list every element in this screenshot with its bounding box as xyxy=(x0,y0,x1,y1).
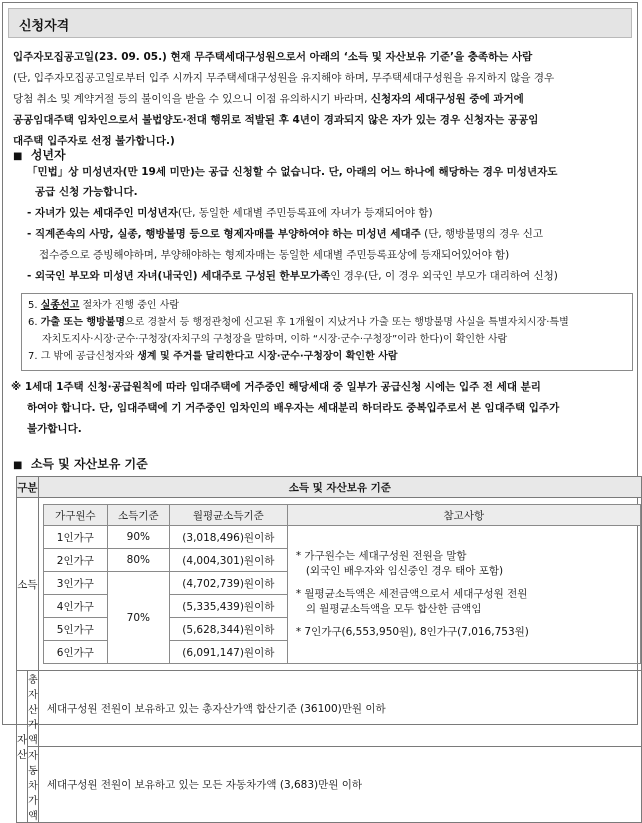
income-label: 소득 xyxy=(17,498,39,671)
intro-line-3-text: 당첨 취소 및 계약거절 등의 불이익을 받을 수 있으니 이점 유의하시기 바라며, xyxy=(13,93,371,105)
minor-item-1-rest: (단, 동일한 세대별 주민등록표에 자녀가 등재되어야 함) xyxy=(177,207,433,219)
note-box xyxy=(21,293,633,371)
amount-cell: (5,335,439)원이하 xyxy=(169,595,287,618)
note-6-num: 6. xyxy=(28,317,41,328)
household-note-line-3: 불가합니다. xyxy=(27,423,82,435)
inner-header-pct: 소득기준 xyxy=(107,505,169,526)
inner-header-amount: 월평균소득기준 xyxy=(169,505,287,526)
minor-item-3-bold: - 외국인 부모와 미성년 자녀(내국인) 세대주로 구성된 한부모가족 xyxy=(27,270,331,282)
household-note-line-2: 하여야 합니다. 단, 임대주택에 기 거주중인 임차인의 배우자는 세대분리 하더라도 중복입주로서 본 임대주택 입주가 xyxy=(27,402,560,414)
minor-item-3-rest: 인 경우(단, 이 경우 외국인 부모가 대리하여 신청) xyxy=(330,270,558,282)
note-6-bold: 가출 또는 행방불명 xyxy=(40,317,125,328)
intro-line-1: 입주자모집공고일(23. 09. 05.) 현재 무주택세대구성원으로서 아래의 ‘소득 및 자산보유 기준’을 충족하는 사람 xyxy=(13,51,533,63)
minor-item-2-rest: (단, 행방불명의 경우 신고 xyxy=(420,228,543,240)
pct-cell: 90% xyxy=(107,526,169,549)
col-standard: 소득 및 자산보유 기준 xyxy=(38,477,641,498)
note-5-num: 5. xyxy=(28,300,41,311)
household-cell: 5인가구 xyxy=(43,618,107,641)
intro-line-4: 공공임대주택 임차인으로서 불법양도·전대 행위로 적발된 후 4년이 경과되지 않은 자가 있는 경우 신청자는 공공임 xyxy=(13,114,539,126)
note-5-rest: 절차가 진행 중인 사람 xyxy=(79,300,180,311)
income-table xyxy=(43,504,641,664)
note-5-bold: 실종선고 xyxy=(40,300,80,311)
household-note-line-1: ※ 1세대 1주택 신청·공급원칙에 따라 임대주택에 거주중인 해당세대 중 일부가 공급신청 시에는 입주 전 세대 분리 xyxy=(11,381,541,393)
minor-item-1 xyxy=(27,203,433,224)
inner-header-notes: 참고사항 xyxy=(287,505,640,526)
criteria-heading xyxy=(13,455,148,472)
asset-label: 자산 xyxy=(17,671,28,823)
inner-header-household: 가구원수 xyxy=(43,505,107,526)
note-2b: 의 월평균소득액을 모두 합산한 금액임 xyxy=(305,603,482,615)
intro-line-2: (단, 입주자모집공고일로부터 입주 시까지 무주택세대구성원을 유지해야 하며, 무주택세대구성원을 유지하지 않을 경우 xyxy=(13,72,555,84)
minor-item-1-bold: - 자녀가 있는 세대주인 미성년자 xyxy=(27,207,178,219)
intro-line-5: 대주택 입주자로 선정 불가합니다.) xyxy=(13,135,175,147)
note-7-num: 7. 그 밖에 공급신청자와 xyxy=(28,351,138,362)
note-line-6 xyxy=(28,315,569,330)
minor-heading xyxy=(13,146,66,163)
car-asset-value: 세대구성원 전원이 보유하고 있는 모든 자동차가액 (3,683)만원 이하 xyxy=(38,747,641,823)
note-7-bold: 생계 및 주거를 달리한다고 시장·군수·구청장이 확인한 사람 xyxy=(137,351,398,362)
household-cell: 6인가구 xyxy=(43,641,107,664)
household-cell: 3인가구 xyxy=(43,572,107,595)
income-cell xyxy=(38,498,641,671)
minor-item-2-bold: - 직계존속의 사망, 실종, 행방불명 등으로 형제자매를 부양하여야 하는 미성년 세대주 xyxy=(27,228,421,240)
amount-cell: (4,004,301)원이하 xyxy=(169,549,287,572)
note-line-5 xyxy=(28,298,179,313)
note-line-7 xyxy=(28,349,398,364)
minor-item-2 xyxy=(27,224,543,245)
minor-item-3 xyxy=(27,266,558,287)
pct-cell: 80% xyxy=(107,549,169,572)
note-1a: * 가구원수는 세대구성원 전원을 말함 xyxy=(295,550,467,562)
table-row xyxy=(43,526,640,549)
household-cell: 2인가구 xyxy=(43,549,107,572)
pct-cell: 70% xyxy=(107,572,169,664)
notes-cell xyxy=(287,526,640,664)
note-3: * 7인가구(6,553,950원), 8인가구(7,016,753원) xyxy=(295,626,529,638)
document-page xyxy=(2,2,638,822)
total-asset-label: 총자산가액 xyxy=(28,671,39,747)
amount-cell: (3,018,496)원이하 xyxy=(169,526,287,549)
minor-item-2-line-2: 접수증으로 증빙해야하며, 부양해야하는 형제자매는 동일한 세대별 주민등록표상에 등재되어있어야 함) xyxy=(39,249,510,261)
criteria-table xyxy=(16,476,642,823)
square-bullet-icon: ■ xyxy=(13,151,23,162)
criteria-heading-text: 소득 및 자산보유 기준 xyxy=(30,457,148,471)
note-2a: * 월평균소득액은 세전금액으로서 세대구성원 전원 xyxy=(295,588,528,600)
car-asset-label: 자동차가액 xyxy=(28,747,39,823)
total-asset-value: 세대구성원 전원이 보유하고 있는 총자산가액 합산기준 (36100)만원 이하 xyxy=(38,671,641,747)
minor-heading-text: 성년자 xyxy=(30,148,66,162)
square-bullet-icon: ■ xyxy=(13,460,23,471)
note-1b: (외국인 배우자와 임신중인 경우 태아 포함) xyxy=(305,565,504,577)
section-title: 신청자격 xyxy=(19,19,70,34)
minor-line-1: 「민법」상 미성년자(만 19세 미만)는 공급 신청할 수 없습니다. 단, 아래의 어느 하나에 해당하는 경우 미성년자도 xyxy=(27,166,558,178)
note-6-rest: 으로 경찰서 등 행정관청에 신고된 후 1개월이 지났거나 가출 또는 행방불명 사실을 특별자치시장·특별 xyxy=(124,317,569,328)
section-title-bar xyxy=(8,8,632,38)
amount-cell: (6,091,147)원이하 xyxy=(169,641,287,664)
intro-line-3 xyxy=(13,89,524,110)
household-cell: 1인가구 xyxy=(43,526,107,549)
amount-cell: (5,628,344)원이하 xyxy=(169,618,287,641)
amount-cell: (4,702,739)원이하 xyxy=(169,572,287,595)
col-category: 구분 xyxy=(17,477,39,498)
intro-line-3-bold: 신청자의 세대구성원 중에 과거에 xyxy=(370,93,524,105)
minor-line-2: 공급 신청 가능합니다. xyxy=(35,186,138,198)
household-cell: 4인가구 xyxy=(43,595,107,618)
note-line-6b: 자치도지사·시장·군수·구청장(자치구의 구청장을 말하며, 이하 “시장·군수·구청장”이라 한다)이 확인한 사람 xyxy=(42,334,508,345)
